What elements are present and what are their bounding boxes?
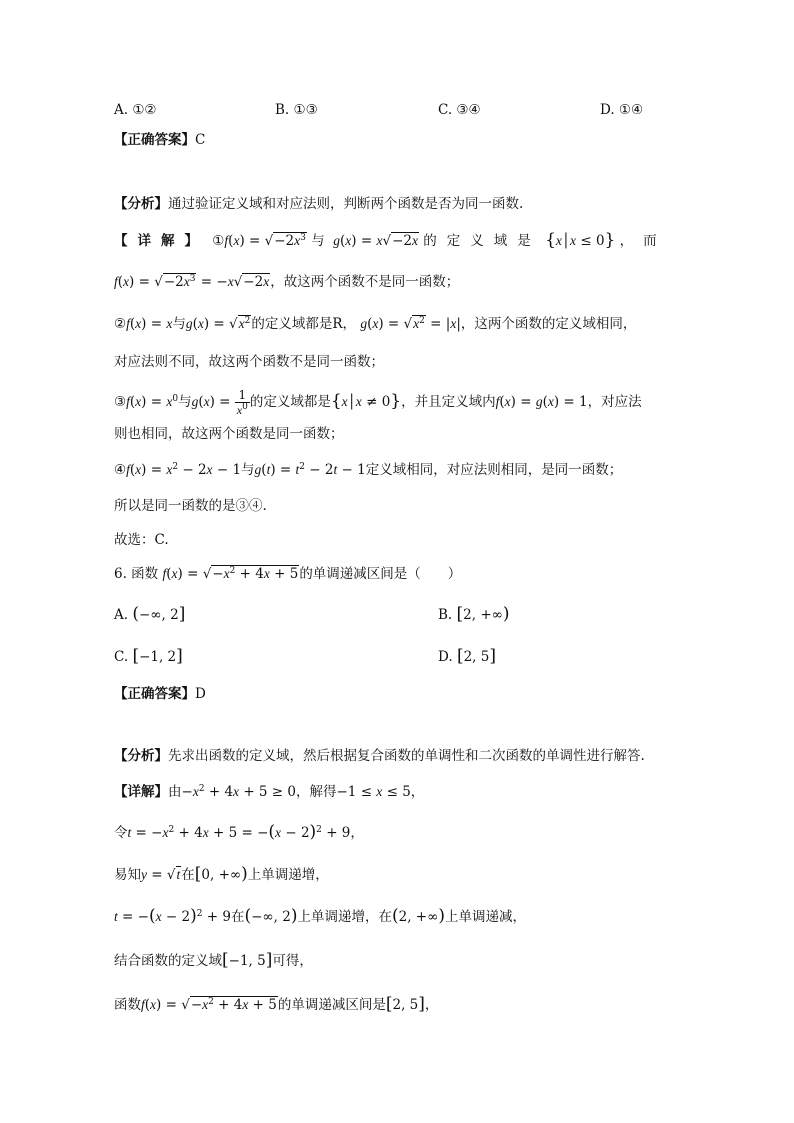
q5-option-c: C. ③④: [438, 102, 481, 118]
formula: [2, +∞): [456, 604, 510, 624]
q5-conclusion: 所以是同一函数的是③④.: [114, 498, 267, 514]
formula: g(x) = x√−2x: [333, 233, 418, 249]
q6-option-d: D. [2, 5]: [438, 646, 496, 666]
q6-detail-line-5: 结合函数的定义域[−1, 5]可得，: [114, 950, 313, 970]
formula: ②f(x) = x: [114, 316, 173, 332]
q6-detail-line-2: 令$t = -x^2 + 4x + 5 = -(x - 2)^2 + 9$，: [114, 822, 364, 842]
analysis-label: 【分析】: [114, 748, 168, 764]
q5-detail-item-4: ④f(x) = $x^2 - 2x - 1$与$g(t) = t^2 - 2t - 1$定义域相同，对应法则相同，是同一函数；: [114, 462, 623, 478]
formula: ③f(x) = $x^0$: [114, 394, 179, 410]
formula: [0, +∞): [194, 864, 248, 884]
formula: $g(x) = √x^2$: [185, 316, 251, 332]
answer-label: 【正确答案】: [114, 686, 195, 702]
formula: ④f(x) = $x^2 - 2x - 1$: [114, 462, 242, 478]
q5-option-b: B. ①③: [275, 102, 318, 118]
answer-label: 【正确答案】: [114, 132, 195, 148]
formula: (2, +∞): [391, 906, 445, 926]
q5-detail-item-2-cont: 对应法则不同，故这两个函数不是同一函数；: [114, 354, 384, 370]
formula: y = √t: [141, 867, 181, 883]
formula: $f(x) = √-2x^3 = -x√-2x$: [114, 274, 270, 290]
q5-option-d: D. ①④: [600, 102, 644, 118]
formula: −1 ≤ x ≤ 5: [336, 784, 411, 800]
analysis-label: 【分析】: [114, 196, 168, 212]
q6-analysis: [114, 746, 645, 766]
q6-detail-line-4: $t = -(x - 2)^2 + 9$在(−∞, 2)上单调递增，在(2, +∞)上单调递减，: [114, 906, 526, 926]
analysis-text: 通过验证定义域和对应法则，判断两个函数是否为同一函数.: [168, 196, 524, 212]
q5-detail-item-3: ③f(x) = $x^0$与g(x) = $\frac{1}{x^0}$ 的定义域都是{x│x ≠ 0}，并且定义域内f(x) = g(x) = 1，对应法: [114, 388, 642, 417]
formula: $f(x) = √-x^2 + 4x + 5$: [162, 566, 299, 582]
q5-option-a: A. ①②: [114, 102, 157, 118]
formula: f(x) = g(x) = 1: [495, 394, 588, 410]
detail-label: 【详解】: [114, 233, 208, 249]
formula: $g(t) = t^2 - 2t - 1$: [254, 462, 366, 478]
formula: $g(x) = √x^2 = |x|$: [360, 316, 461, 332]
formula: $t = -(x - 2)^2 + 9$: [114, 906, 231, 926]
formula: (−∞, 2): [244, 906, 298, 926]
q5-detail-item-2: ②f(x) = x与$g(x) = √x^2$的定义域都是R， $g(x) = √x^2 = |x|$，这两个函数的定义域相同，: [114, 316, 637, 332]
q6-detail-line-3: 易知y = √t在[0, +∞)上单调递增，: [114, 864, 329, 884]
formula: $t = -x^2 + 4x + 5 = -(x - 2)^2 + 9$: [127, 822, 351, 842]
q6-option-a: A. (−∞, 2]: [114, 604, 186, 624]
formula: [2, 5]: [385, 994, 425, 1014]
formula: {x│x ≠ 0}: [330, 391, 402, 411]
formula: $-x^2 + 4x + 5 \ge 0$: [181, 784, 296, 800]
detail-label: 【详解】: [114, 784, 168, 800]
q6-answer: [114, 684, 206, 704]
q5-analysis: [114, 194, 523, 214]
formula: (−∞, 2]: [132, 604, 186, 624]
q6-detail-line-1: 【详解】由$-x^2 + 4x + 5 \ge 0$，解得−1 ≤ x ≤ 5，: [114, 784, 425, 800]
q5-detail-item-3-cont: 则也相同，故这两个函数是同一函数；: [114, 426, 344, 442]
q6-detail-line-6: 函数$f(x) = √-x^2 + 4x + 5$的单调递减区间是[2, 5]，: [114, 994, 439, 1014]
formula: $f(x) = √-x^2 + 4x + 5$: [141, 997, 277, 1013]
formula: [−1, 2]: [132, 646, 183, 666]
answer-value: C: [195, 132, 206, 148]
q6-option-b: B. [2, +∞): [438, 604, 510, 624]
formula: ①f(x) = $√-2x^3$: [212, 233, 306, 249]
formula: g(x) = $\frac{1}{x^0}$: [191, 388, 248, 417]
q6-stem: 6. 函数 $f(x) = √-x^2 + 4x + 5$的单调递减区间是（ ）: [114, 566, 462, 582]
q5-answer: [114, 130, 205, 150]
q5-detail-item-1-cont: $f(x) = √-2x^3 = -x√-2x$，故这两个函数不是同一函数；: [114, 274, 460, 290]
formula: [−1, 5]: [222, 950, 273, 970]
q5-detail-item-1: 【详解】 ①f(x) = $√-2x^3$ 与 g(x) = x√−2x 的定义域是 {x│x ≤ 0} ，而: [114, 230, 667, 250]
q6-option-c: C. [−1, 2]: [114, 646, 183, 666]
formula: {x│x ≤ 0}: [545, 230, 616, 250]
formula: [2, 5]: [456, 646, 496, 666]
q5-choose: 故选：C.: [114, 532, 169, 548]
analysis-text: 先求出函数的定义域，然后根据复合函数的单调性和二次函数的单调性进行解答.: [168, 748, 645, 764]
answer-value: D: [195, 686, 206, 702]
